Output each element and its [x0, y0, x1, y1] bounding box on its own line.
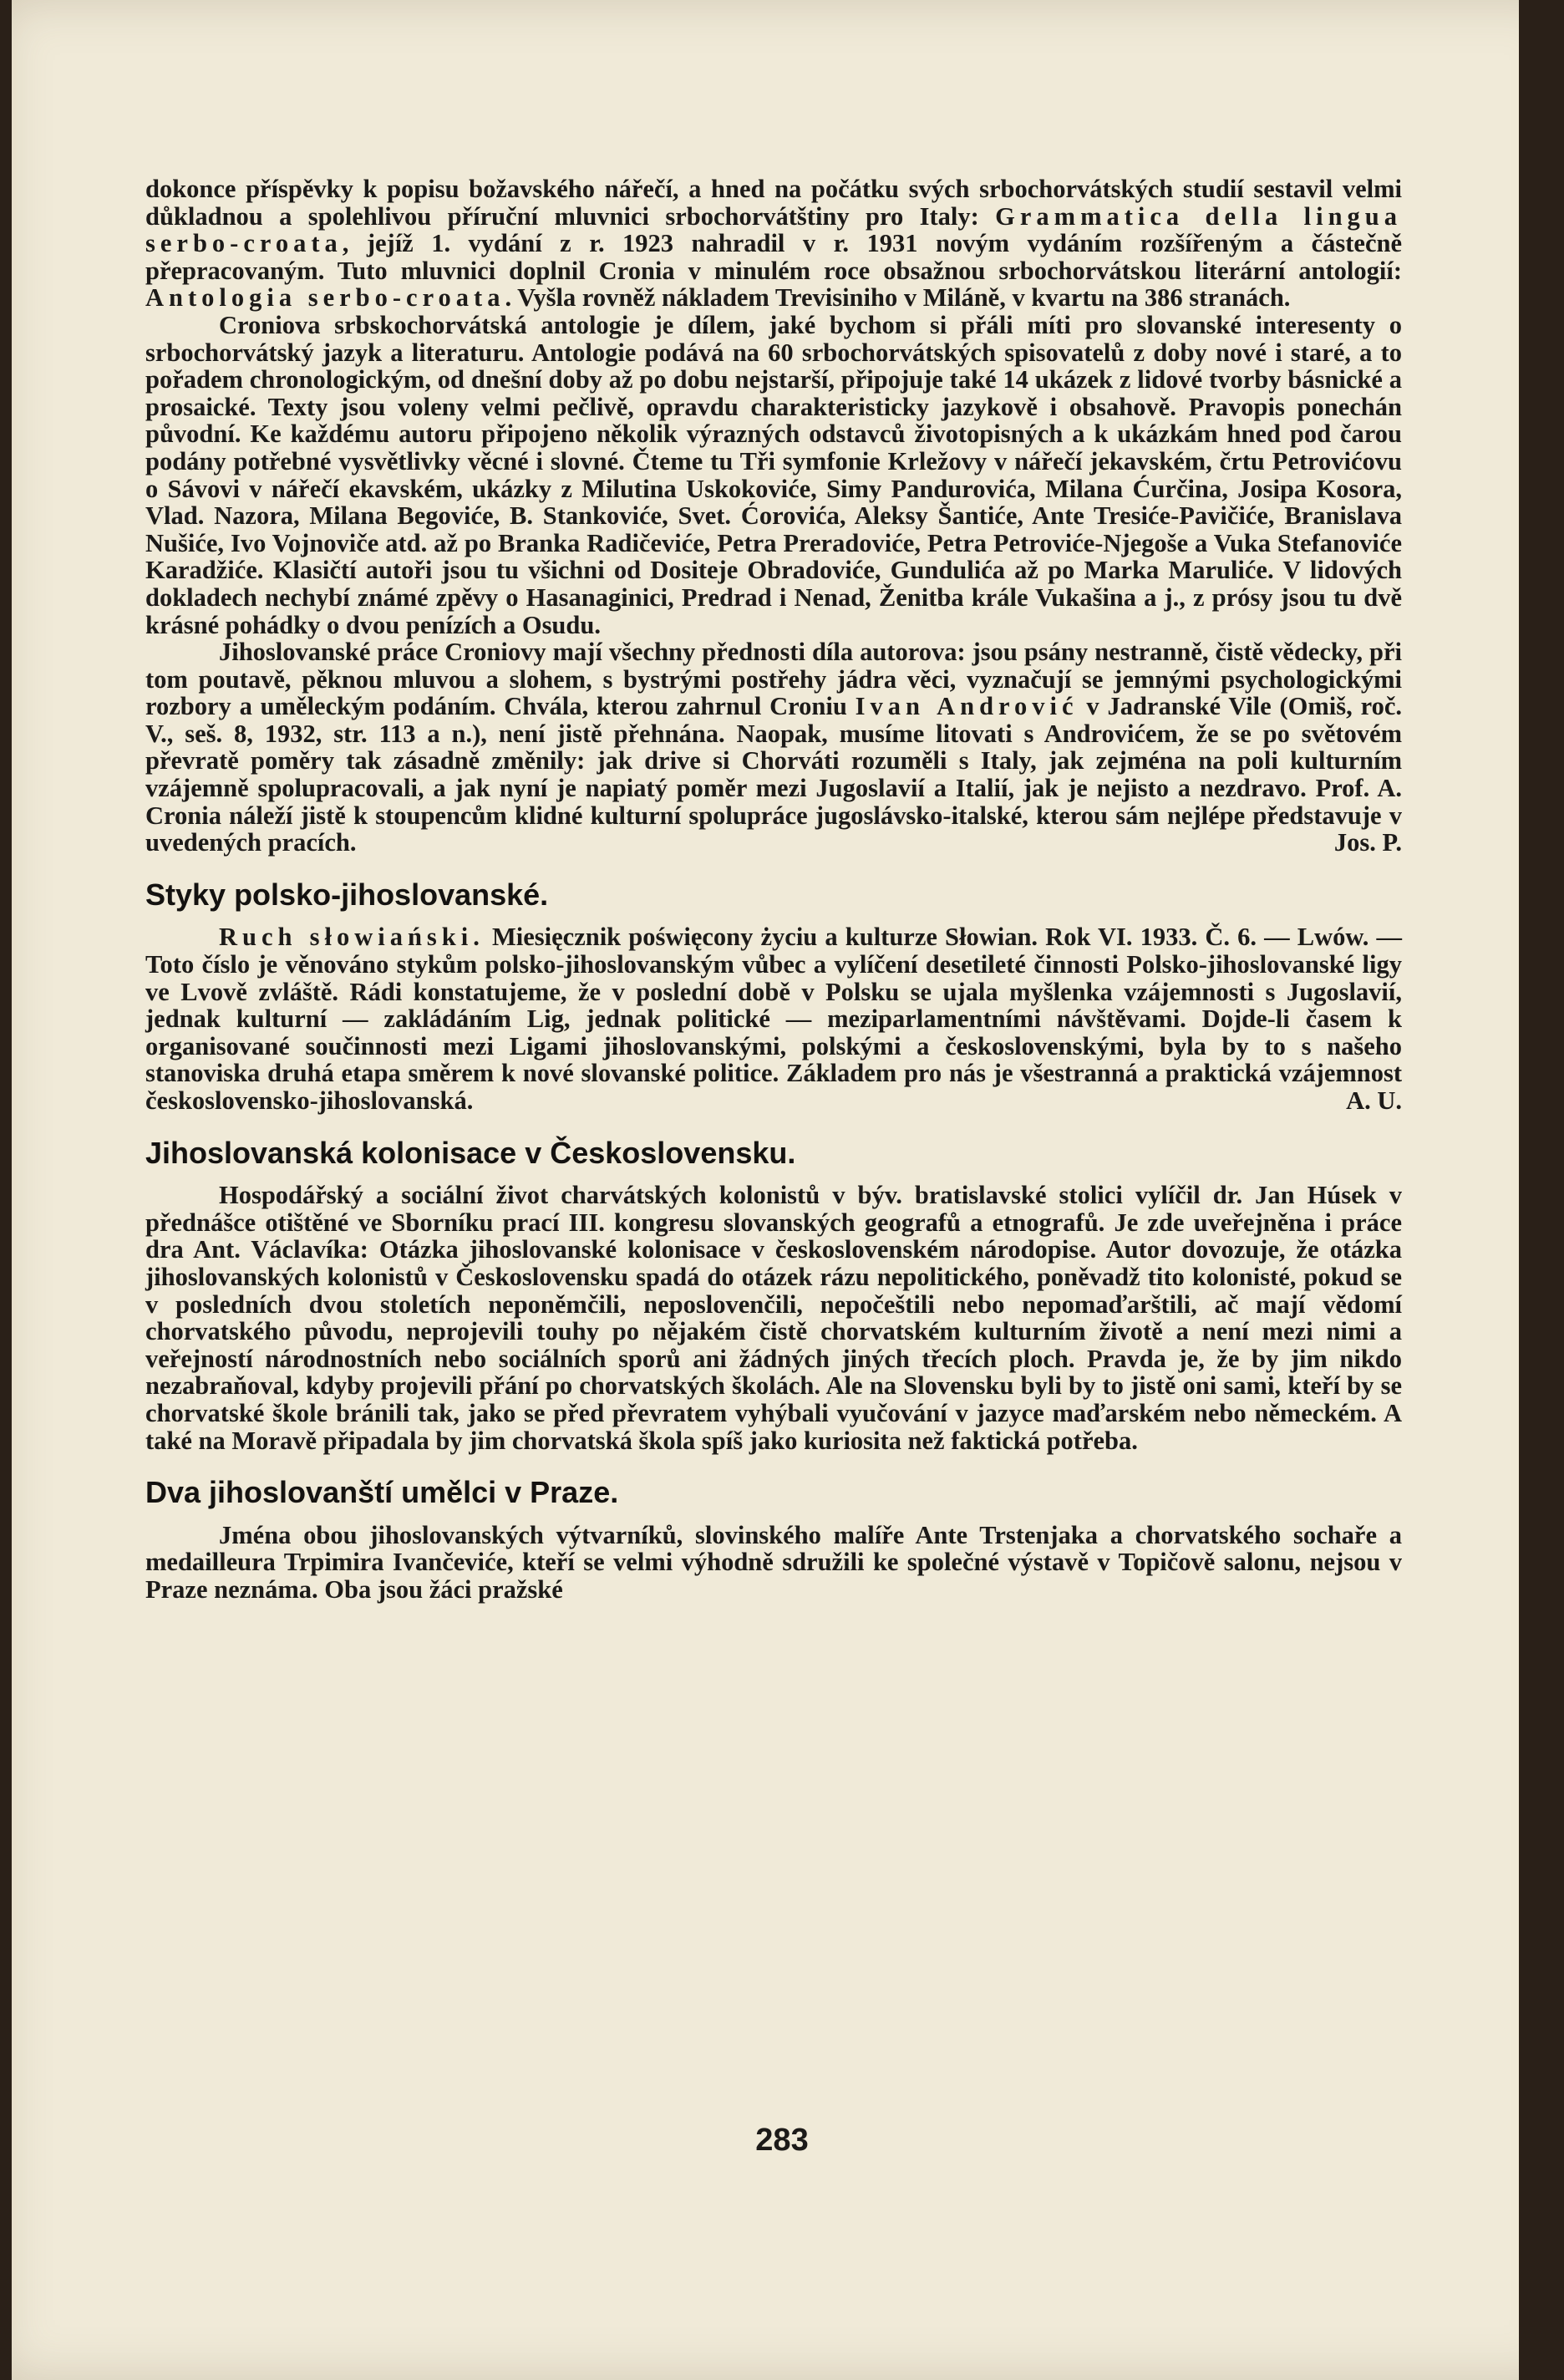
section-heading-1: Styky polsko-jihoslovanské. — [145, 877, 549, 912]
paragraph-section-3: Jména obou jihoslovanských výtvarníků, slovinského malíře Ante Trstenjaka a chorvatského sochaře a medailleura Trpimira Ivančeviće, kteří se velmi výhodně sdružili ke společné výstavě v Topičově salonu, nejsou v Praze neznáma. Oba jsou žáci pražské — [145, 1520, 1402, 1604]
signature: A. U. — [1346, 1086, 1402, 1115]
journal-title: Ruch słowiański. — [219, 923, 485, 952]
book-title: Grammatica della lingua serbo-croata — [145, 201, 1403, 258]
paragraph-intro-3: Jihoslovanské práce Croniovy mají všechny přednosti díla autorova: jsou psány nestranně, čistě vědecky, při tom poutavě, pěknou mluvou a slohem, s bystrými postřehy jádra věci, vyznačují se jemnými psychologickými rozbory a uměleckým podáním. Chvála, kterou zahrnul Croniu Ivan Andrović v Jadranské Vile (Omiš, roč. V., seš. 8, 1932, str. 113 a n.), není jistě přehnána. Naopak, musíme litovati s Androvićem, že se po světovém převratě poměry tak zásadně změnily: jak drive si Chorváti rozuměli s Italy, jak zejména na poli kulturním vzájemně spolupracovali, a jak nyní je napiatý poměr mezi Jugoslavií a Italií, jak je nejisto a nezdravo. Prof. A. Cronia náleží jistě k stoupencům klidné kulturní spolupráce jugoslávsko-italské, kterou sám nejlépe představuje v uvedených pracích. Jos. P. — [145, 638, 1402, 857]
section-heading-2: Jihoslovanská kolonisace v Československu. — [145, 1135, 796, 1170]
scan-edge-left — [0, 0, 12, 2380]
paragraph-intro-1: dokonce příspěvky k popisu božavského nářečí, a hned na počátku svých srbochorvátských studií sestavil velmi důkladnou a spolehlivou příruční mluvnici srbochorvátštiny pro Italy: Grammatica della lingua serbo-croata, jejíž 1. vydání z r. 1923 nahradil v r. 1931 novým vydáním rozšířeným a částečně přepracovaným. Tuto mluvnici doplnil Cronia v minulém roce obsažnou srbochorvátskou literární antologií: Antologia serbo-croata. Vyšla rovněž nákladem Trevisiniho v Miláně, v kvartu na 386 stranách. — [145, 175, 1403, 313]
scan-edge-right — [1519, 0, 1564, 2380]
paragraph-section-1: Ruch słowiański. Miesięcznik poświęcony życiu a kulturze Słowian. Rok VI. 1933. Č. 6. — Lwów. — Toto číslo je věnováno stykům polsko-jihoslovanským vůbec a vylíčení desetileté činnosti Polsko-jihoslovanské ligy ve Lvově zvláště. Rádi konstatujeme, že v poslední době v Polsku se ujala myšlenka vzájemnosti s Jugoslavií, jednak kulturní — zakládáním Lig, jednak politické — meziparlamentními návštěvami. Dojde-li časem k organisované součinnosti mezi Ligami jihoslovanskými, polskými a československými, byla by to s našeho stanoviska druhá etapa směrem k nové slovanské politice. Základem pro nás je všestranná a praktická vzájemnost československo-jihoslovanská. A. U. — [145, 923, 1402, 1115]
paragraph-intro-2: Croniova srbskochorvátská antologie je dílem, jaké bychom si přáli míti pro slovanské interesenty o srbochorvátský jazyk a literaturu. Antologie podává na 60 srbochorvátských spisovatelů z doby nové i staré, a to pořadem chronologickým, od dnešní doby až po dobu nejstarší, připojuje také 14 ukázek z lidové tvorby básnické a prosaické. Texty jsou voleny velmi pečlivě, opravdu charakteristicky jazykově i obsahově. Pravopis ponechán původní. Ke každému autoru připojeno několik výrazných odstavců životopisných a k ukázkám hned pod čarou podány potřebné vysvětlivky věcné i slovné. Čteme tu Tři symfonie Krležovy v nářečí jekavském, črtu Petrovićovu o Sávovi v nářečí ekavském, ukázky z Milutina Uskokoviće, Simy Pandurovića, Milana Ćurčina, Josipa Kosora, Vlad. Nazora, Milana Begoviće, B. Stankoviće, Svet. Ćorovića, Aleksy Šantiće, Ante Tresiće-Pavičiće, Branislava Nušiće, Ivo Vojnoviče atd. až po Branka Radičeviće, Petra Preradoviće, Petra Petroviće-Njegoše a Vuka Stefanoviće Karadžiće. Klasičtí autoři jsou tu všichni od Dositeje Obradoviće, Gundulića až po Marka Maruliće. V lidových dokladech nechybí známé zpěvy o Hasanaginici, Predrad i Nenad, Ženitba krále Vukašina a j., z prósy jsou tu dvě krásné pohádky o dvou penízích a Osudu. — [145, 310, 1402, 639]
anthology-title: Antologia serbo-croata — [145, 283, 505, 313]
author-name: Ivan Andrović — [855, 692, 1079, 721]
main-text — [145, 175, 1402, 1604]
signature: Jos. P. — [1333, 828, 1402, 857]
section-heading-3: Dva jihoslovanští umělci v Praze. — [145, 1475, 619, 1510]
page-number: 283 — [755, 2123, 809, 2158]
paragraph-section-2: Hospodářský a sociální život charvátských kolonistů v býv. bratislavské stolici vylíčil dr. Jan Húsek v přednášce otištěné ve Sborníku prací III. kongresu slovanských geografů a etnografů. Je zde uveřejněna i práce dra Ant. Václavíka: Otázka jihoslovanské kolonisace v československém národopise. Autor dovozuje, že otázka jihoslovanských kolonistů v Československu spadá do otázek rázu nepolitického, poněvadž tito kolonisté, pokud se v posledních dvou stoletích neponěmčili, neposlovenčili, nepočeštili nebo nepomaďarštili, ač mají vědomí chorvatského původu, neprojevili touhy po nějakém čistě chorvatském kulturním životě a není mezi nimi a veřejností národnostních nebo sociálních sporů ani žádných jiných třecích ploch. Pravda je, že by jim nikdo nezabraňoval, kdyby projevili přání po chorvatských školách. Ale na Slovensku byli by to jistě oni sami, kteří by se chorvatské škole bránili tak, jako se před převratem vyhýbali vyučování v jazyce maďarském nebo německém. A také na Moravě připadala by jim chorvatská škola spíš jako kuriosita než faktická potřeba. — [145, 1181, 1402, 1455]
